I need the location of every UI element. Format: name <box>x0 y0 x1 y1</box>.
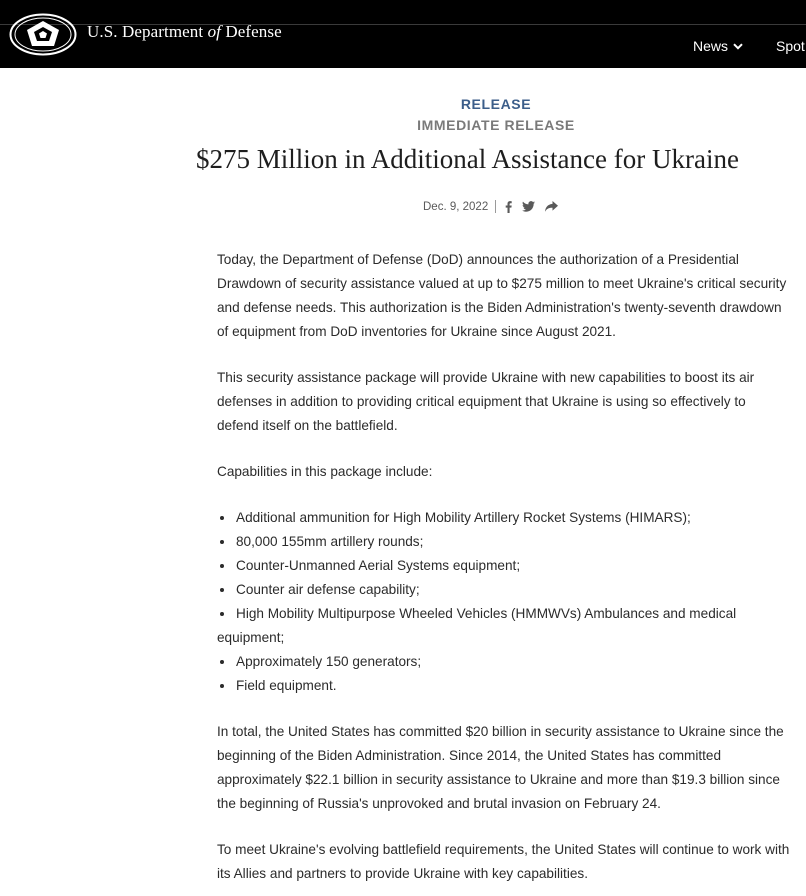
article-meta <box>423 200 568 213</box>
list-item: Counter air defense capability; <box>217 578 791 602</box>
facebook-icon <box>505 201 512 213</box>
nav-news-menu[interactable] <box>693 38 743 54</box>
capabilities-list <box>217 506 791 698</box>
article-body <box>217 248 791 896</box>
list-item: High Mobility Multipurpose Wheeled Vehicles (HMMWVs) Ambulances and medical equipment; <box>217 602 791 650</box>
article-paragraph: To meet Ukraine's evolving battlefield requirements, the United States will continue to work with its Allies and partners to provide Ukraine with key capabilities. <box>217 842 790 881</box>
page-title: $275 Million in Additional Assistance for Ukraine <box>196 144 739 174</box>
publish-date: Dec. 9, 2022 <box>423 200 489 213</box>
list-item: Additional ammunition for High Mobility Artillery Rocket Systems (HIMARS); <box>217 506 791 530</box>
release-type: IMMEDIATE RELEASE <box>417 117 575 133</box>
facebook-share-button[interactable] <box>505 201 512 213</box>
list-item: Field equipment. <box>217 674 791 698</box>
nav-spotlight-menu[interactable] <box>776 38 805 54</box>
site-title[interactable] <box>87 22 282 42</box>
list-item: Approximately 150 generators; <box>217 650 791 674</box>
article-paragraph: Capabilities in this package include: <box>217 464 433 479</box>
meta-divider <box>495 200 496 213</box>
share-button[interactable] <box>545 201 558 212</box>
pentagon-seal-icon[interactable] <box>9 13 77 56</box>
twitter-share-button[interactable] <box>522 201 535 212</box>
article-paragraph: This security assistance package will provide Ukraine with new capabilities to boost its air defenses in addition to providing critical equipment that Ukraine is using so effectively to defend itself on the battlefield. <box>217 370 755 433</box>
site-title-of: of <box>207 22 222 41</box>
list-item: 80,000 155mm artillery rounds; <box>217 530 791 554</box>
nav-spotlight-label: Spot <box>776 38 805 54</box>
nav-news-label: News <box>693 38 729 54</box>
list-item: Counter-Unmanned Aerial Systems equipment; <box>217 554 791 578</box>
site-header <box>0 0 806 68</box>
article-paragraph: Today, the Department of Defense (DoD) announces the authorization of a Presidential Drawdown of security assistance valued at up to $275 million to meet Ukraine's critical security and defense needs. This authorization is the Biden Administration's twenty-seventh drawdown of equipment from DoD inventories for Ukraine since August 2021. <box>217 252 787 339</box>
share-icon <box>545 201 558 212</box>
chevron-down-icon <box>733 43 743 50</box>
site-title-text: U.S. Department <box>87 22 208 41</box>
article-paragraph: In total, the United States has committed $20 billion in security assistance to Ukraine since the beginning of the Biden Administration. Since 2014, the United States has committed approximately $22.1 billion in security assistance to Ukraine and more than $19.3 billion since the beginning of Russia's unprovoked and brutal invasion on February 24. <box>217 724 784 811</box>
site-title-text-end: Defense <box>221 22 282 41</box>
twitter-icon <box>522 201 535 212</box>
release-kicker[interactable]: RELEASE <box>460 96 532 112</box>
